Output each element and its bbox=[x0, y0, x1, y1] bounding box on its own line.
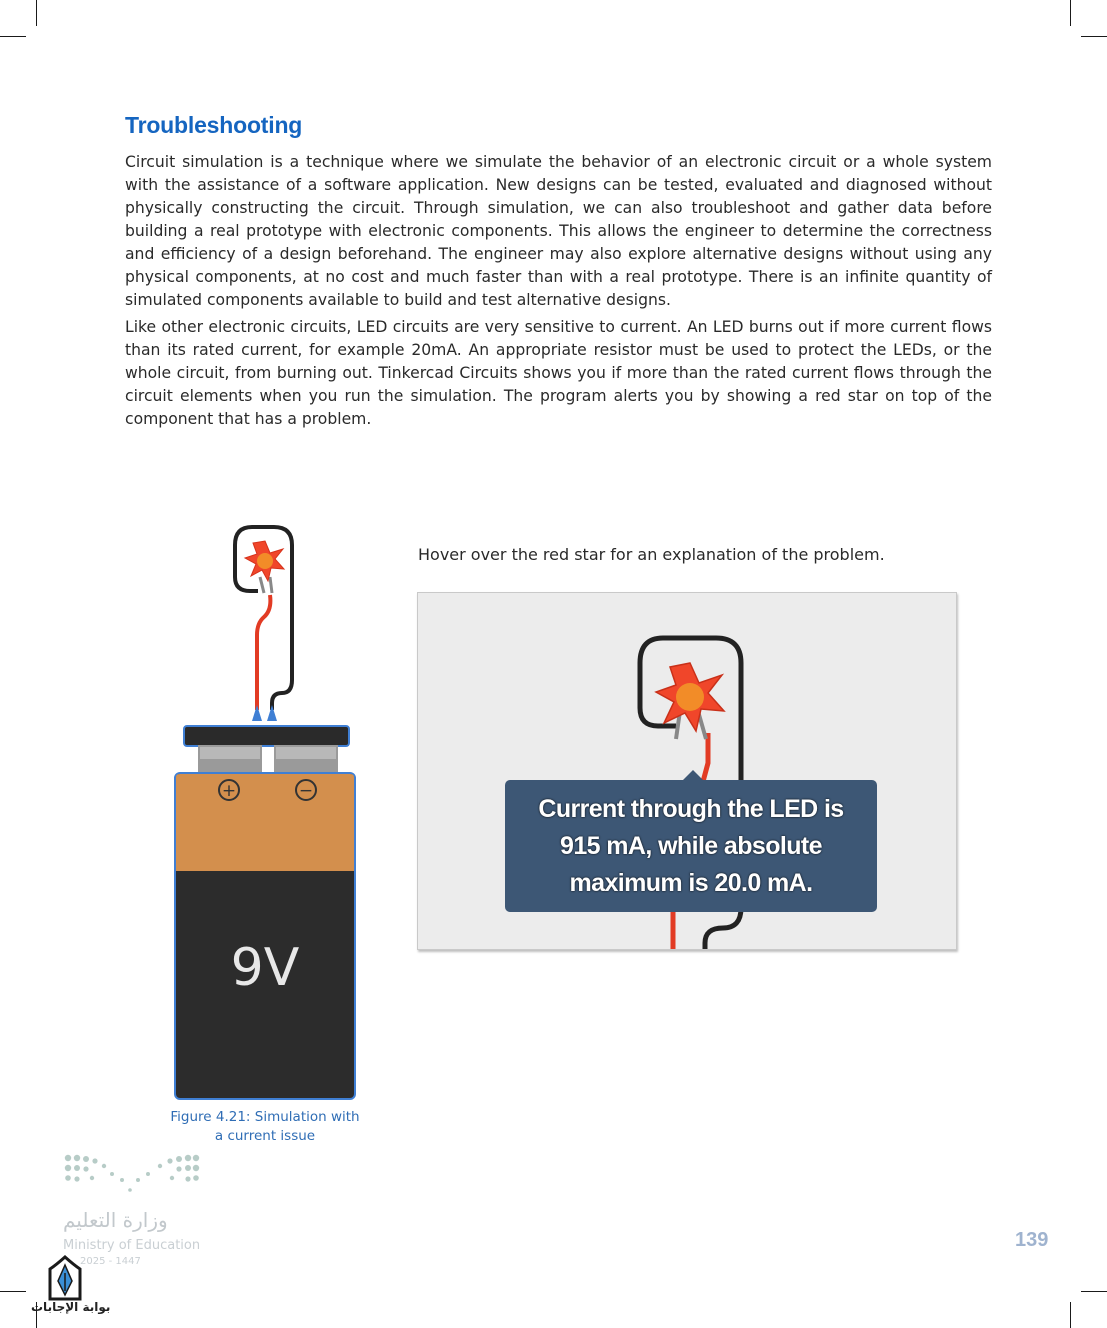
ministry-name-english: Ministry of Education bbox=[63, 1238, 201, 1253]
crop-mark bbox=[0, 1291, 26, 1292]
tooltip-line-3: maximum is 20.0 mA. bbox=[569, 868, 813, 897]
crop-mark bbox=[1081, 36, 1107, 37]
crop-mark bbox=[1070, 1302, 1071, 1328]
paragraph-led-current: Like other electronic circuits, LED circuits are very sensitive to current. An LED burns out if more current flows than its rated current, for example 20mA. An appropriate resistor must be used to protect the LEDs, or the whole circuit, from burning out. Tinkercad Circuits shows you if more than the rated current flows through the circuit elements when you run the simulation. The program alerts you by showing a red star on top of the component that has a problem. bbox=[125, 318, 992, 428]
warning-star-icon[interactable] bbox=[656, 663, 724, 731]
crop-mark bbox=[1070, 0, 1071, 26]
error-tooltip bbox=[505, 780, 877, 912]
crop-mark bbox=[0, 36, 26, 37]
ministry-name-arabic: وزارة التعليم bbox=[63, 1208, 168, 1232]
tooltip-line-2: 915 mA, while absolute bbox=[560, 831, 822, 860]
tooltip-line-1: Current through the LED is bbox=[538, 794, 844, 823]
figure-caption-line-1: Figure 4.21: Simulation with bbox=[170, 1109, 360, 1125]
page-number: 139 bbox=[1015, 1229, 1049, 1251]
crop-mark bbox=[36, 0, 37, 26]
section-heading: Troubleshooting bbox=[125, 112, 303, 138]
figure-caption bbox=[160, 1108, 370, 1146]
paragraph-simulation: Circuit simulation is a technique where we simulate the behavior of an electronic circuit or a whole system with the assistance of a software application. New designs can be tested, evaluated and diagnosed without physically constructing the circuit. Through simulation, we can also troubleshoot and gather data before building a real prototype with electronic components. This allows the engineer to determine the correctness and efficiency of a design beforehand. The engineer may also explore alternative designs without using any physical components, at no cost and much faster than with a real prototype. There is an infinite quantity of simulated components available to build and test alternative designs. bbox=[125, 153, 992, 309]
portal-label: بوابة الإجابات bbox=[31, 1300, 111, 1314]
battery-voltage-label: 9V bbox=[230, 938, 300, 998]
battery-minus-label: − bbox=[298, 781, 314, 801]
led-warning-star-icon bbox=[245, 541, 284, 581]
portal-logo-icon bbox=[44, 1255, 86, 1301]
figure-caption-line-2: a current issue bbox=[214, 1128, 316, 1144]
tooltip-pointer bbox=[683, 770, 703, 780]
battery-plus-label: + bbox=[221, 781, 237, 801]
crop-mark bbox=[1081, 1291, 1107, 1292]
hover-hint-text: Hover over the red star for an explanation of the problem. bbox=[418, 545, 885, 564]
red-wire bbox=[257, 595, 270, 710]
ministry-logo-dots-icon bbox=[62, 1150, 202, 1200]
ministry-year: 2025 - 1447 bbox=[80, 1256, 141, 1267]
simulation-screenshot bbox=[417, 592, 957, 950]
battery-cap bbox=[184, 726, 349, 746]
battery-circuit-illustration bbox=[160, 515, 375, 1105]
